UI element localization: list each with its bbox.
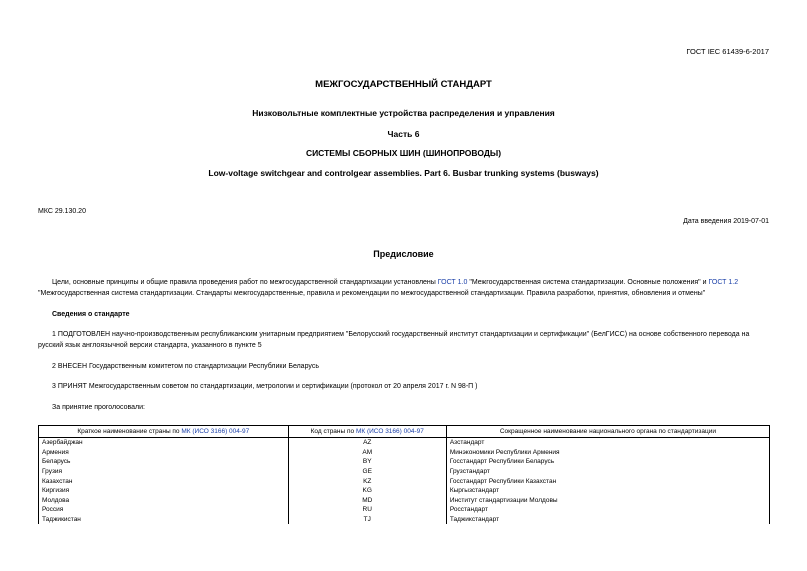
country-code-cell: MD <box>288 496 446 506</box>
country-name-cell: Киргизия <box>39 486 289 496</box>
mk-iso-link[interactable]: МК (ИСО 3166) 004-97 <box>355 428 424 435</box>
document-code: ГОСТ IEC 61439-6-2017 <box>686 47 769 56</box>
adopted-by-item: 3 ПРИНЯТ Межгосударственным советом по стандартизации, метрологии и сертификации (протокол от 20 апреля 2017 г. N 98-П ) <box>52 383 478 390</box>
preface-paragraph <box>38 278 770 299</box>
preface-text-c: "Межгосударственная система стандартизации. Стандарты межгосударственные, правила и рекомендации по межгосударственной стандартизации. Правила разработки, принятия, обновления и отмены" <box>38 289 706 297</box>
preface-text-b: "Межгосударственная система стандартизации. Основные положения" и <box>467 279 709 286</box>
table-row <box>39 457 770 467</box>
gost-1-2-link[interactable]: ГОСТ 1.2 <box>708 279 739 286</box>
country-name-cell: Казахстан <box>39 476 289 486</box>
country-code-cell: KG <box>288 486 446 496</box>
country-code-cell: RU <box>288 505 446 515</box>
header-standards-body: Сокращенное наименование национального органа по стандартизации <box>446 426 769 438</box>
preface-text-a: Цели, основные принципы и общие правила проведения работ по межгосударственной стандартизации установлены <box>52 279 438 286</box>
standards-body-cell: Азстандарт <box>446 438 769 448</box>
standards-body-cell: Грузстандарт <box>446 467 769 477</box>
table-row <box>39 515 770 525</box>
header-country-name <box>39 426 289 438</box>
voting-countries-table <box>38 425 770 524</box>
country-name-cell: Таджикистан <box>39 515 289 525</box>
part-title: СИСТЕМЫ СБОРНЫХ ШИН (ШИНОПРОВОДЫ) <box>305 148 502 158</box>
country-name-cell: Грузия <box>39 467 289 477</box>
document-subtitle-ru: Низковольтные комплектные устройства распределения и управления <box>252 108 555 118</box>
standards-body-cell: Институт стандартизации Молдовы <box>446 496 769 506</box>
country-code-cell: BY <box>288 457 446 467</box>
submitted-by-item: 2 ВНЕСЕН Государственным комитетом по стандартизации Республики Беларусь <box>52 363 319 370</box>
preface-heading: Предисловие <box>373 249 434 259</box>
country-code-cell: GE <box>288 467 446 477</box>
document-title: МЕЖГОСУДАРСТВЕННЫЙ СТАНДАРТ <box>315 79 492 90</box>
country-name-cell: Азербайджан <box>39 438 289 448</box>
country-code-cell: AM <box>288 448 446 458</box>
standards-body-cell: Таджикстандарт <box>446 515 769 525</box>
about-standard-heading: Сведения о стандарте <box>52 311 130 318</box>
prepared-by-item: 1 ПОДГОТОВЛЕН научно-производственным республиканским унитарным предприятием "Белорусский государственный институт стандартизации и сертификации" (БелГИСС) на основе собственного перевода на русский язык англоязычной версии стандарта, указанного в пункте 5 <box>38 331 750 349</box>
table-row <box>39 505 770 515</box>
table-row <box>39 496 770 506</box>
table-row <box>39 448 770 458</box>
country-code-cell: AZ <box>288 438 446 448</box>
country-code-cell: KZ <box>288 476 446 486</box>
table-row <box>39 486 770 496</box>
gost-1-0-link[interactable]: ГОСТ 1.0 <box>437 279 468 286</box>
mk-iso-link[interactable]: МК (ИСО 3166) 004-97 <box>181 428 250 435</box>
introduction-date: Дата введения 2019-07-01 <box>683 218 769 225</box>
header-country-code <box>288 426 446 438</box>
header-country-code-text: Код страны по <box>310 428 356 435</box>
part-number: Часть 6 <box>387 129 420 139</box>
standards-body-cell: Госстандарт Республики Беларусь <box>446 457 769 467</box>
standards-body-cell: Кыргызстандарт <box>446 486 769 496</box>
table-row <box>39 438 770 448</box>
country-name-cell: Армения <box>39 448 289 458</box>
table-header-row <box>39 426 770 438</box>
country-name-cell: Россия <box>39 505 289 515</box>
country-name-cell: Беларусь <box>39 457 289 467</box>
standards-body-cell: Росстандарт <box>446 505 769 515</box>
standards-body-cell: Госстандарт Республики Казахстан <box>446 476 769 486</box>
country-name-cell: Молдова <box>39 496 289 506</box>
country-code-cell: TJ <box>288 515 446 525</box>
document-subtitle-en: Low-voltage switchgear and controlgear assemblies. Part 6. Busbar trunking systems (busways) <box>208 168 599 178</box>
mks-code: МКС 29.130.20 <box>38 208 86 215</box>
table-row <box>39 476 770 486</box>
voted-for-label: За принятие проголосовали: <box>52 404 145 411</box>
standards-body-cell: Минэкономики Республики Армения <box>446 448 769 458</box>
table-row <box>39 467 770 477</box>
header-country-name-text: Краткое наименование страны по <box>77 428 182 435</box>
